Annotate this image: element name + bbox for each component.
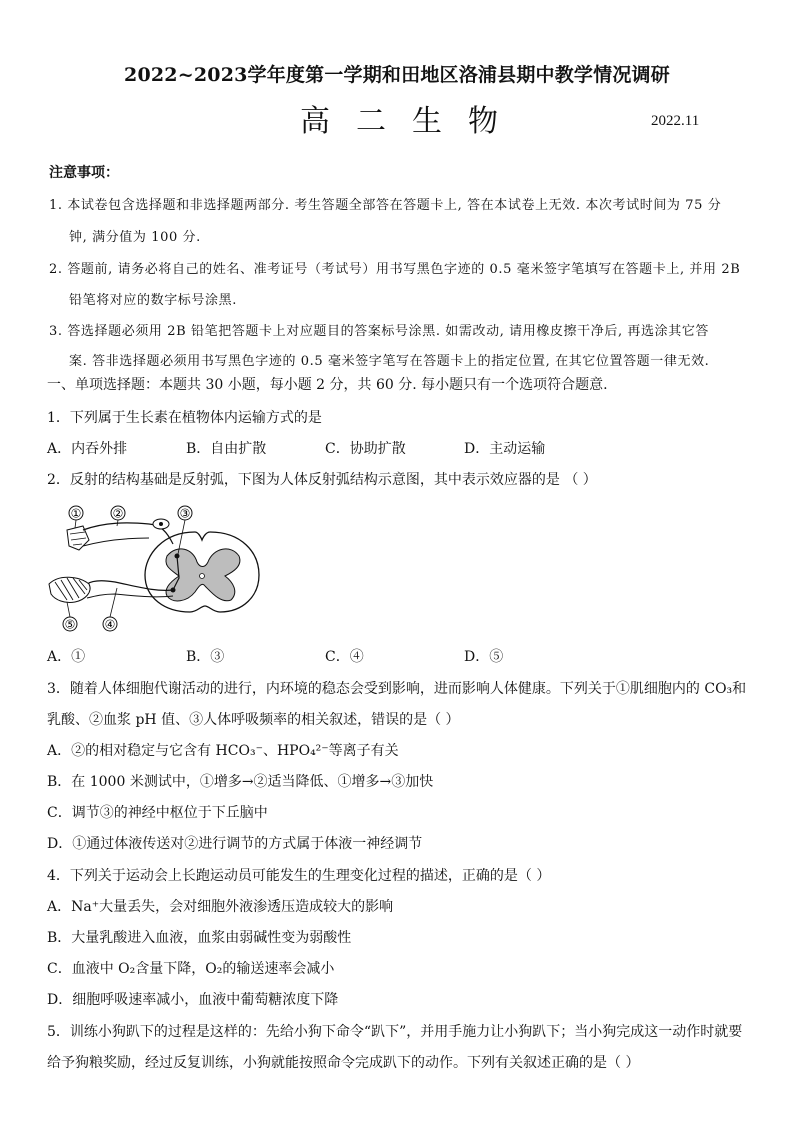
question-2-stem: 2．反射的结构基础是反射弧，下图为人体反射弧结构示意图，其中表示效应器的是 （ ）	[47, 472, 597, 488]
question-3-stem-cont: 乳酸、②血浆 pH 值、③人体呼吸频率的相关叙述，错误的是（ ）	[47, 712, 460, 728]
central-canal	[200, 574, 205, 579]
exam-title: 2022~2023学年度第一学期和田地区洛浦县期中教学情况调研	[124, 64, 670, 86]
notice-line: 1. 本试卷包含选择题和非选择题两部分. 考生答题全部答在答题卡上, 答在本试卷上无效. 本次考试时间为 75 分	[49, 198, 722, 213]
label-2: ②	[112, 506, 124, 521]
question-4-stem: 4．下列关于运动会上长跑运动员可能发生的生理变化过程的描述，正确的是（ ）	[47, 868, 551, 884]
question-4-option-d: D．细胞呼吸速率减小，血液中葡萄糖浓度下降	[47, 992, 339, 1008]
question-3-option-b: B．在 1000 米测试中，①增多→②适当降低、①增多→③加快	[47, 774, 434, 790]
question-3-stem: 3．随着人体细胞代谢活动的进行，内环境的稳态会受到影响，进而影响人体健康。下列关于①肌细胞内的 CO₃和	[47, 681, 747, 697]
efferent-nerve	[87, 581, 173, 591]
notice-line: 3. 答选择题必须用 2B 铅笔把答题卡上对应题目的答案标号涂黑. 如需改动, 请用橡皮擦干净后, 再选涂其它答	[49, 324, 710, 339]
effector-muscle	[49, 577, 90, 602]
reflex-arc-diagram	[45, 500, 275, 635]
question-4-option-b: B．大量乳酸进入血液，血浆由弱碱性变为弱酸性	[47, 930, 352, 946]
question-2-options	[47, 646, 647, 666]
option-a: A．内吞外排	[47, 441, 128, 457]
question-5-stem: 5．训练小狗趴下的过程是这样的：先给小狗下命令“趴下”，并用手施力让小狗趴下；当小狗完成这一动作时就要	[47, 1024, 743, 1040]
question-1-options	[47, 438, 647, 458]
question-5-stem-cont: 给予狗粮奖励，经过反复训练，小狗就能按照命令完成趴下的动作。下列有关叙述正确的是（ ）	[47, 1055, 640, 1071]
section-heading: 一、单项选择题：本题共 30 小题，每小题 2 分，共 60 分. 每小题只有一个选项符合题意.	[47, 377, 608, 393]
notice-line: 钟, 满分值为 100 分.	[69, 230, 201, 245]
notice-heading: 注意事项：	[49, 165, 119, 181]
exam-date: 2022.11	[651, 113, 700, 129]
option-b: B．自由扩散	[186, 441, 267, 457]
question-3-option-d: D．①通过体液传送对②进行调节的方式属于体液一神经调节	[47, 836, 423, 852]
notice-line: 案. 答非选择题必须用书写黑色字迹的 0.5 毫米签字笔写在答题卡上的指定位置, 在其它位置答题一律无效.	[69, 354, 710, 369]
question-1-stem: 1．下列属于生长素在植物体内运输方式的是	[47, 410, 322, 426]
option-d: D．⑤	[464, 649, 504, 665]
question-3-option-a: A．②的相对稳定与它含有 HCO₃⁻、HPO₄²⁻等离子有关	[47, 743, 399, 759]
option-b: B．③	[186, 649, 225, 665]
notice-line: 2. 答题前, 请务必将自己的姓名、准考证号（考试号）用书写黑色字迹的 0.5 毫米签字笔填写在答题卡上, 并用 2B	[49, 262, 741, 277]
option-a: A．①	[47, 649, 86, 665]
label-3: ③	[179, 506, 191, 521]
question-3-option-c: C．调节③的神经中枢位于下丘脑中	[47, 805, 268, 821]
label-5: ⑤	[64, 617, 76, 632]
label-4: ④	[104, 617, 116, 632]
subject-title: 高二生物	[300, 104, 524, 139]
question-4-option-c: C．血液中 O₂含量下降，O₂的输送速率会减小	[47, 961, 335, 977]
label-1: ①	[70, 506, 82, 521]
option-c: C．协助扩散	[325, 441, 406, 457]
option-d: D．主动运输	[464, 441, 546, 457]
question-4-option-a: A．Na⁺大量丢失，会对细胞外液渗透压造成较大的影响	[47, 899, 394, 915]
notice-line: 铅笔将对应的数字标号涂黑.	[69, 293, 237, 308]
option-c: C．④	[325, 649, 364, 665]
